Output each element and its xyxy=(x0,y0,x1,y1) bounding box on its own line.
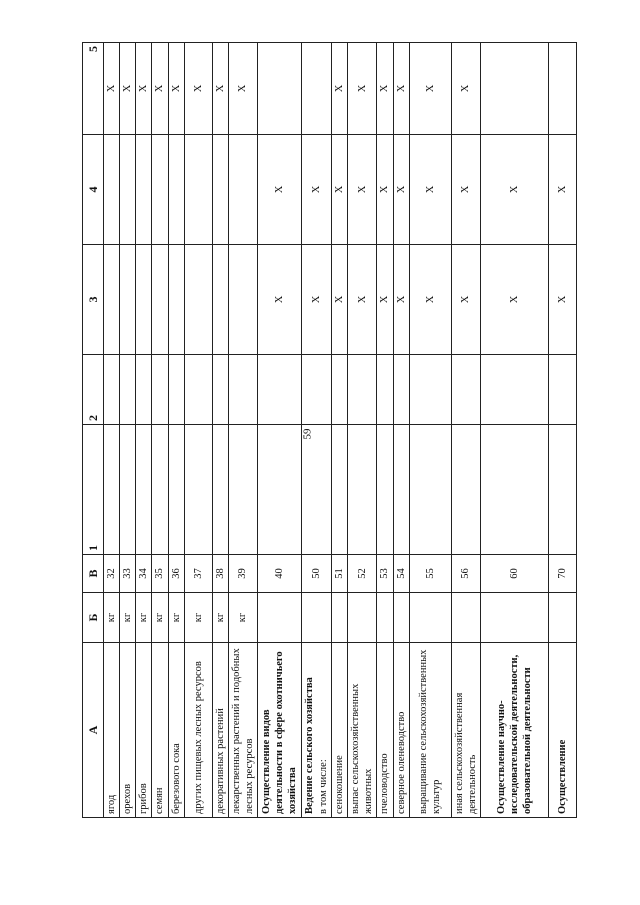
cell-col-3 xyxy=(228,245,257,355)
row-sublabel: в том числе: xyxy=(317,759,329,814)
row-label-text: пчеловодство xyxy=(379,753,391,814)
table-row xyxy=(548,43,576,818)
table-row xyxy=(104,43,120,818)
cell-col-3: X xyxy=(377,245,393,355)
cell-col-2 xyxy=(451,355,480,425)
row-code: 40 xyxy=(258,555,302,593)
row-code: 53 xyxy=(377,555,393,593)
cell-col-5 xyxy=(258,43,302,135)
row-code: 55 xyxy=(409,555,451,593)
table-row xyxy=(409,43,451,818)
data-table xyxy=(82,42,577,818)
table-row xyxy=(184,43,212,818)
row-unit xyxy=(332,593,348,643)
cell-col-2 xyxy=(302,355,332,425)
cell-col-1 xyxy=(228,425,257,555)
table-row xyxy=(168,43,184,818)
cell-col-3: X xyxy=(302,245,332,355)
cell-col-2 xyxy=(184,355,212,425)
row-label-text: орехов xyxy=(122,783,134,814)
row-unit xyxy=(302,593,332,643)
row-code: 33 xyxy=(120,555,136,593)
table-row xyxy=(393,43,409,818)
row-label xyxy=(120,643,136,818)
row-code: 36 xyxy=(168,555,184,593)
row-label-text: березового сока xyxy=(170,743,182,814)
row-label-text: грибов xyxy=(138,783,150,814)
row-unit: кг xyxy=(168,593,184,643)
row-unit xyxy=(258,593,302,643)
table-row xyxy=(451,43,480,818)
table-row xyxy=(377,43,393,818)
row-label xyxy=(451,643,480,818)
cell-col-3: X xyxy=(348,245,377,355)
cell-col-3: X xyxy=(480,245,548,355)
cell-col-3 xyxy=(120,245,136,355)
row-label xyxy=(168,643,184,818)
cell-col-4: X xyxy=(548,135,576,245)
cell-col-4 xyxy=(212,135,228,245)
cell-col-4: X xyxy=(332,135,348,245)
row-label-text: семян xyxy=(154,787,166,814)
cell-col-5: X xyxy=(451,43,480,135)
cell-col-2 xyxy=(348,355,377,425)
row-code: 35 xyxy=(152,555,168,593)
col-header-5: 5 xyxy=(83,43,104,135)
row-label xyxy=(104,643,120,818)
row-label-text: северное оленеводство xyxy=(395,711,407,814)
row-code: 50 xyxy=(302,555,332,593)
row-label-text: сенокошение xyxy=(334,755,345,814)
col-header-2: 2 xyxy=(83,355,104,425)
row-label xyxy=(212,643,228,818)
cell-col-2 xyxy=(228,355,257,425)
cell-col-5 xyxy=(302,43,332,135)
cell-col-2 xyxy=(258,355,302,425)
cell-col-4: X xyxy=(409,135,451,245)
cell-col-5: X xyxy=(152,43,168,135)
row-unit xyxy=(548,593,576,643)
row-label xyxy=(332,643,348,818)
row-unit: кг xyxy=(136,593,152,643)
table-row xyxy=(258,43,302,818)
table-row xyxy=(332,43,348,818)
col-header-4: 4 xyxy=(83,135,104,245)
cell-col-5: X xyxy=(104,43,120,135)
row-label-text: иная сельскохозяйственная деятельность xyxy=(453,692,478,814)
cell-col-2 xyxy=(409,355,451,425)
page-number: 59 xyxy=(301,428,314,440)
cell-col-5: X xyxy=(393,43,409,135)
cell-col-1 xyxy=(120,425,136,555)
row-unit: кг xyxy=(212,593,228,643)
table-row xyxy=(302,43,332,818)
table-row xyxy=(212,43,228,818)
row-label xyxy=(184,643,212,818)
cell-col-4 xyxy=(104,135,120,245)
row-code: 51 xyxy=(332,555,348,593)
col-header-1: 1 xyxy=(83,425,104,555)
cell-col-5: X xyxy=(377,43,393,135)
cell-col-3 xyxy=(152,245,168,355)
row-code: 60 xyxy=(480,555,548,593)
rotated-table-area xyxy=(82,43,567,818)
row-label xyxy=(409,643,451,818)
cell-col-1 xyxy=(332,425,348,555)
cell-col-2 xyxy=(104,355,120,425)
cell-col-5: X xyxy=(212,43,228,135)
row-code: 34 xyxy=(136,555,152,593)
row-unit: кг xyxy=(228,593,257,643)
cell-col-4 xyxy=(152,135,168,245)
cell-col-5: X xyxy=(136,43,152,135)
row-unit: кг xyxy=(152,593,168,643)
cell-col-3: X xyxy=(548,245,576,355)
row-code: 52 xyxy=(348,555,377,593)
cell-col-3 xyxy=(136,245,152,355)
cell-col-5 xyxy=(480,43,548,135)
cell-col-1 xyxy=(168,425,184,555)
cell-col-5: X xyxy=(120,43,136,135)
cell-col-4: X xyxy=(258,135,302,245)
cell-col-3: X xyxy=(258,245,302,355)
cell-col-1 xyxy=(480,425,548,555)
table-row xyxy=(152,43,168,818)
cell-col-2 xyxy=(136,355,152,425)
table-row xyxy=(480,43,548,818)
cell-col-4: X xyxy=(348,135,377,245)
row-code: 56 xyxy=(451,555,480,593)
row-unit: кг xyxy=(120,593,136,643)
row-unit xyxy=(409,593,451,643)
row-code: 39 xyxy=(228,555,257,593)
cell-col-2 xyxy=(212,355,228,425)
row-label-text: Осуществление xyxy=(556,739,568,814)
cell-col-1 xyxy=(393,425,409,555)
cell-col-4: X xyxy=(302,135,332,245)
cell-col-1 xyxy=(409,425,451,555)
row-unit xyxy=(377,593,393,643)
row-unit xyxy=(348,593,377,643)
cell-col-3: X xyxy=(393,245,409,355)
cell-col-1 xyxy=(377,425,393,555)
row-label xyxy=(136,643,152,818)
cell-col-4 xyxy=(228,135,257,245)
col-header-v: В xyxy=(83,555,104,593)
cell-col-1 xyxy=(548,425,576,555)
cell-col-1 xyxy=(104,425,120,555)
row-unit xyxy=(451,593,480,643)
cell-col-2 xyxy=(393,355,409,425)
row-label-text: других пищевых лесных ресурсов xyxy=(192,661,204,814)
row-label xyxy=(548,643,576,818)
cell-col-1 xyxy=(136,425,152,555)
table-row xyxy=(228,43,257,818)
table-row xyxy=(348,43,377,818)
cell-col-3: X xyxy=(451,245,480,355)
cell-col-2 xyxy=(120,355,136,425)
cell-col-5 xyxy=(548,43,576,135)
cell-col-4: X xyxy=(451,135,480,245)
cell-col-4: X xyxy=(377,135,393,245)
row-label-text: декоративных растений xyxy=(214,708,226,814)
cell-col-1 xyxy=(451,425,480,555)
row-code: 37 xyxy=(184,555,212,593)
row-code: 54 xyxy=(393,555,409,593)
row-label xyxy=(377,643,393,818)
cell-col-5: X xyxy=(184,43,212,135)
cell-col-1 xyxy=(348,425,377,555)
table-row xyxy=(136,43,152,818)
cell-col-2 xyxy=(480,355,548,425)
row-label-text: Ведение сельского хозяйства xyxy=(304,677,316,814)
cell-col-4 xyxy=(136,135,152,245)
row-label xyxy=(480,643,548,818)
cell-col-5: X xyxy=(409,43,451,135)
col-header-a: А xyxy=(83,643,104,818)
row-unit xyxy=(480,593,548,643)
row-label-text: выращивание сельскохозяйственных культур xyxy=(418,649,443,814)
cell-col-1 xyxy=(258,425,302,555)
col-header-3: 3 xyxy=(83,245,104,355)
row-label-text: ягод xyxy=(106,794,117,814)
cell-col-3 xyxy=(168,245,184,355)
cell-col-5: X xyxy=(168,43,184,135)
row-unit xyxy=(393,593,409,643)
cell-col-1 xyxy=(212,425,228,555)
cell-col-4: X xyxy=(480,135,548,245)
row-code: 38 xyxy=(212,555,228,593)
cell-col-2 xyxy=(548,355,576,425)
cell-col-3 xyxy=(184,245,212,355)
cell-col-2 xyxy=(377,355,393,425)
row-label-text: Осуществление видов деятельности в сфере охотничьего хозяйства xyxy=(260,651,299,814)
cell-col-5: X xyxy=(348,43,377,135)
cell-col-5: X xyxy=(228,43,257,135)
cell-col-4: X xyxy=(393,135,409,245)
col-header-b: Б xyxy=(83,593,104,643)
row-label xyxy=(228,643,257,818)
row-unit: кг xyxy=(184,593,212,643)
cell-col-5: X xyxy=(332,43,348,135)
cell-col-3: X xyxy=(332,245,348,355)
cell-col-3: X xyxy=(409,245,451,355)
row-code: 70 xyxy=(548,555,576,593)
cell-col-4 xyxy=(120,135,136,245)
row-code: 32 xyxy=(104,555,120,593)
row-label xyxy=(302,643,332,818)
row-unit: кг xyxy=(104,593,120,643)
row-label xyxy=(348,643,377,818)
row-label xyxy=(258,643,302,818)
row-label xyxy=(393,643,409,818)
row-label-text: Осуществление научно-исследовательской деятельности, образовательной деятельности xyxy=(495,654,533,814)
cell-col-1 xyxy=(302,425,332,555)
cell-col-2 xyxy=(168,355,184,425)
cell-col-4 xyxy=(168,135,184,245)
cell-col-1 xyxy=(152,425,168,555)
table-row xyxy=(120,43,136,818)
cell-col-1 xyxy=(184,425,212,555)
header-row xyxy=(83,43,104,818)
row-label-text: лекарственных растений и подобных лесных ресурсов xyxy=(230,648,255,814)
cell-col-4 xyxy=(184,135,212,245)
cell-col-2 xyxy=(332,355,348,425)
row-label xyxy=(152,643,168,818)
cell-col-3 xyxy=(212,245,228,355)
cell-col-3 xyxy=(104,245,120,355)
cell-col-2 xyxy=(152,355,168,425)
row-label-text: выпас сельскохозяйственных животных xyxy=(350,683,375,814)
